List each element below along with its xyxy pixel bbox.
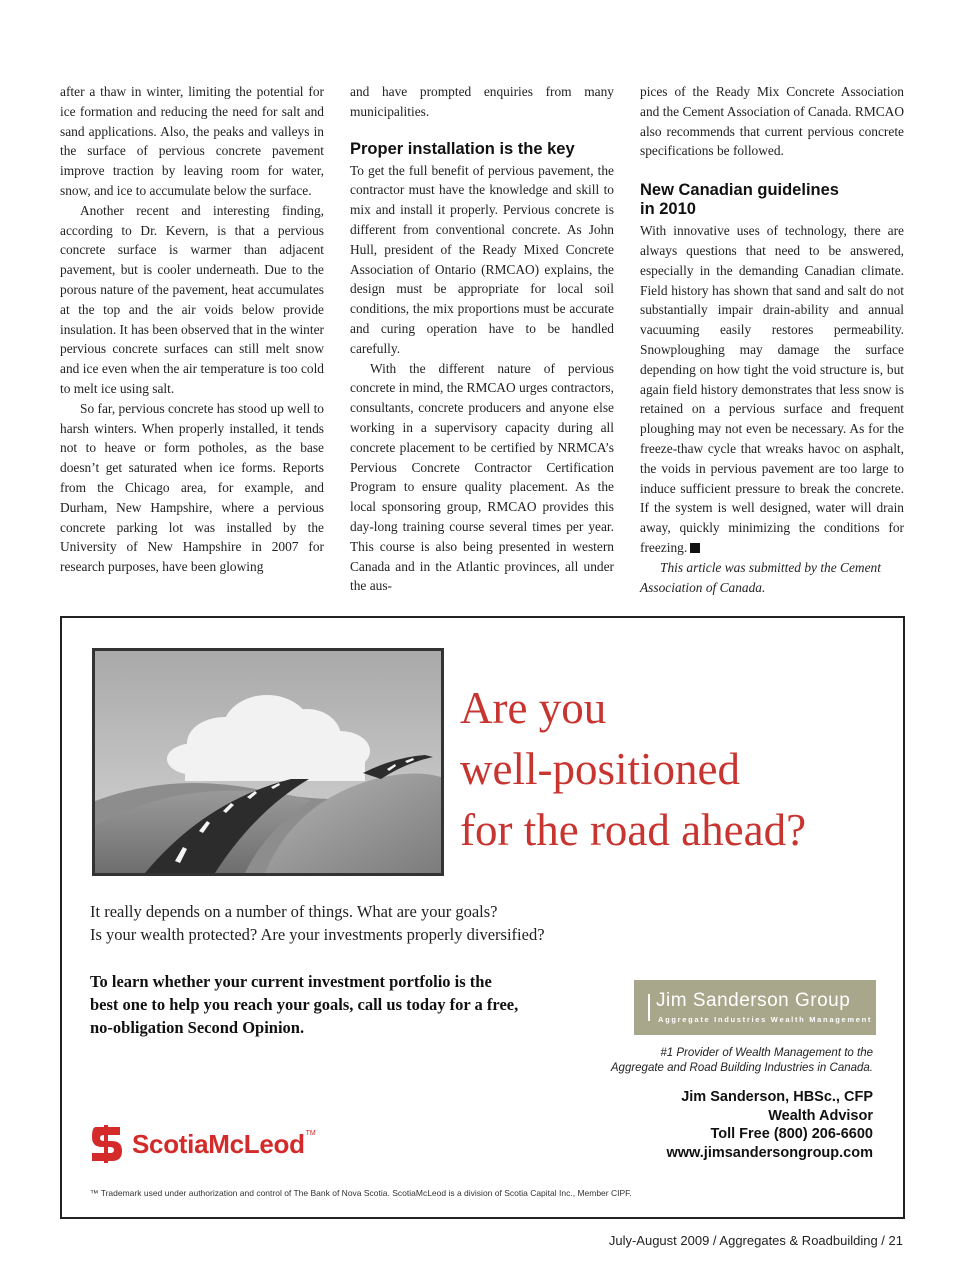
section-heading-line: in 2010: [640, 200, 696, 219]
article-paragraph: and have prompted enquiries from many municipalities.: [350, 84, 614, 119]
contact-title: Wealth Advisor: [768, 1107, 873, 1124]
provider-line: Aggregate and Road Building Industries in Canada.: [610, 1061, 873, 1074]
section-heading-line: New Canadian guidelines: [640, 181, 839, 200]
contact-website: www.jimsandersongroup.com: [666, 1144, 873, 1161]
road-illustration: [92, 648, 444, 876]
contact-phone: Toll Free (800) 206-6600: [710, 1126, 873, 1142]
article-column-3: [640, 82, 904, 597]
article-paragraph: pices of the Ready Mix Concrete Association and the Cement Association of Canada. RMCAO also recommends that current pervious concrete specifications be followed.: [640, 84, 904, 159]
article-column-2: [350, 82, 614, 596]
page-footer: July-August 2009 / Aggregates & Roadbuilding / 21: [608, 1233, 903, 1248]
article-credit: This article was submitted by the Cement Association of Canada.: [640, 559, 881, 595]
provider-line: #1 Provider of Wealth Management to the: [660, 1047, 873, 1059]
contact-name: Jim Sanderson, HBSc., CFP: [681, 1089, 873, 1105]
article-paragraph: To get the full benefit of pervious pavement, the contractor must have the knowledge and skill to mix and install it properly. Pervious concrete is different from conventional concrete. As John Hull, president of the Ready Mixed Concrete Association of Ontario (RMCAO) explains, the design must be appropriate for local soil conditions, the mix proportions must be accurate and curing operation have to be handled carefully.: [350, 162, 614, 356]
article-paragraph: With the different nature of pervious concrete in mind, the RMCAO urges contractors, consultants, concrete producers and anyone else working in a supervisory capacity during all concrete placement to be certified by NRMCA’s Pervious Concrete Contractor Certification Program to ensure quality placement. As the local sponsoring group, RMCAO provides this day-long training course several times per year. This course is also being presented in western Canada and in the Atlantic provinces, all under the aus-: [350, 360, 614, 594]
scotiamcleod-logo: [90, 1124, 316, 1164]
ad-intro-line: Is your wealth protected? Are your investments properly diversified?: [90, 925, 545, 944]
jim-sanderson-logo: [634, 980, 876, 1035]
provider-statement: [611, 1046, 873, 1075]
advertisement: [60, 616, 905, 1219]
ad-disclaimer: ™ Trademark used under authorization and control of The Bank of Nova Scotia. ScotiaMcLeod is a division of Scotia Capital Inc., Member CIPF.: [90, 1188, 632, 1198]
ad-intro: [90, 900, 650, 946]
scotiamcleod-wordmark: ScotiaMcLeod: [132, 1128, 305, 1159]
section-heading: Proper installation is the key: [350, 139, 575, 158]
logo-name: Jim Sanderson Group: [656, 990, 851, 1011]
ad-headline: [460, 678, 900, 861]
article-paragraph-text: With innovative uses of technology, there are always questions that need to be answered, especially in the demanding Canadian climate. Field history has shown that sand and salt do not substantially impair drain-ability and annual vacuuming easily restores permeability. Snowploughing may damage the surface depending on how tight the void structure is, but again field history demonstrates that less snow is retained on a pervious surface and frequent ploughing may not even be necessary. As for the freeze-thaw cycle that wreaks havoc on asphalt, the voids in pervious pavement are too large to induce sufficient pressure to break the concrete. If the system is well designed, water will drain away, quickly minimizing the conditions for freezing.: [640, 223, 904, 555]
scotia-s-icon: [90, 1125, 124, 1163]
ad-call-to-action: [90, 970, 610, 1039]
article-paragraph: after a thaw in winter, limiting the potential for ice formation and reducing the need for salt and sand applications. Also, the peaks and valleys in the surface of pervious concrete pavement improve traction by leaving room for water, snow, and ice to accumulate below the surface.: [60, 84, 324, 198]
ad-cta-line: To learn whether your current investment portfolio is the: [90, 972, 492, 991]
logo-tagline: Aggregate Industries Wealth Management: [658, 1015, 873, 1024]
article-paragraph: [640, 221, 904, 558]
ad-headline-line: Are you: [460, 683, 607, 733]
logo-bar-icon: [648, 994, 650, 1021]
road-illustration-graphic: [95, 651, 441, 873]
trademark-mark: TM: [305, 1130, 316, 1137]
end-mark-icon: [690, 543, 700, 553]
section-heading: [640, 181, 904, 219]
article-paragraph: So far, pervious concrete has stood up well to harsh winters. When properly installed, it tends not to heave or form potholes, as the base doesn’t get saturated when ice forms. Reports from the Chicago area, for example, and Durham, New Hampshire, where a pervious concrete parking lot was installed by the University of New Hampshire in 2007 for research purposes, have been glowing: [60, 400, 324, 575]
ad-cta-line: no-obligation Second Opinion.: [90, 1018, 305, 1037]
article-column-1: [60, 82, 324, 577]
ad-headline-line: well-positioned: [460, 744, 740, 794]
ad-cta-line: best one to help you reach your goals, call us today for a free,: [90, 995, 519, 1014]
ad-headline-line: for the road ahead?: [460, 805, 807, 855]
contact-block: [666, 1088, 873, 1162]
ad-intro-line: It really depends on a number of things. What are your goals?: [90, 902, 498, 921]
article-paragraph: Another recent and interesting finding, according to Dr. Kevern, is that a pervious concrete surface is warmer than adjacent pavement, but is cooler underneath. Due to the porous nature of the pavement, heat accumulates at the top and the air voids below provide insulation. It has been observed that in the winter pervious concrete surfaces can still melt snow and ice even when the air temperature is too cold to melt ice using salt.: [60, 202, 324, 396]
